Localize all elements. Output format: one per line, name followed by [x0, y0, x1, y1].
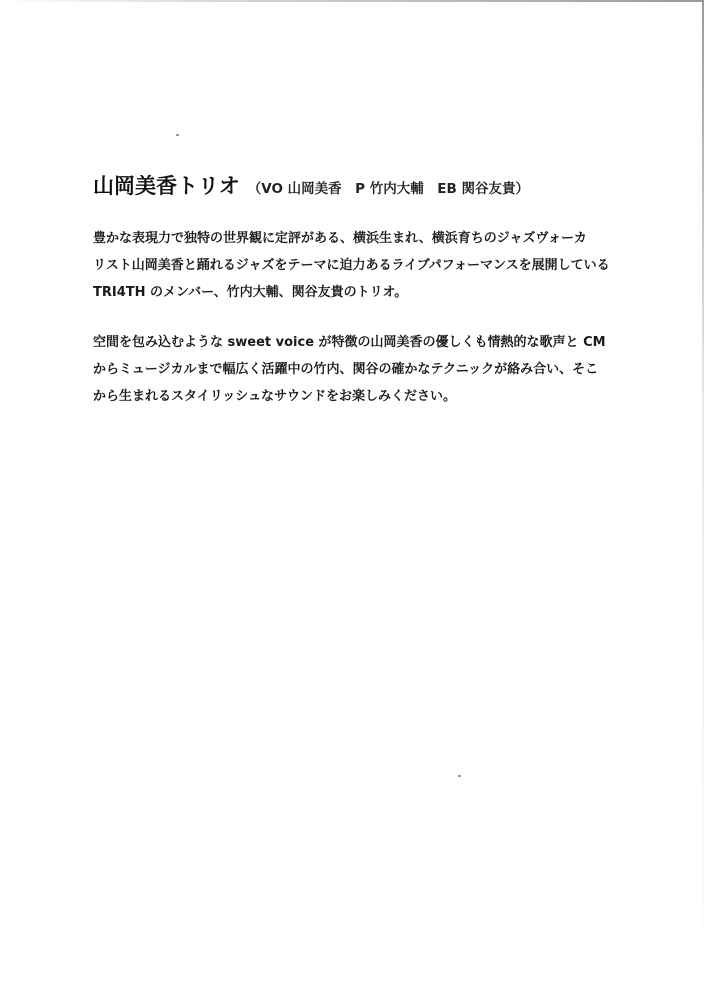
paragraph-line: から生まれるスタイリッシュなサウンドをお楽しみください。: [93, 389, 456, 404]
paragraph-intro: [93, 225, 613, 306]
heading: [93, 170, 529, 200]
paragraph-line: 空間を包み込むような sweet voice が特徴の山岡美香の優しくも情熱的な歌声と CM: [93, 335, 606, 350]
paragraph-line: リスト山岡美香と踊れるジャズをテーマに迫力あるライブパフォーマンスを展開している: [93, 258, 610, 273]
scan-edge-top: [0, 0, 704, 2]
paragraph-description: [93, 329, 613, 410]
paragraph-line: TRI4TH のメンバー、竹内大輔、関谷友貴のトリオ。: [93, 285, 408, 300]
paragraph-line: からミュージカルまで幅広く活躍中の竹内、関谷の確かなテクニックが絡み合い、そこ: [93, 362, 599, 377]
scan-speck: [458, 775, 461, 777]
scan-speck: [176, 134, 179, 136]
member-lineup: （VO 山岡美香 P 竹内大輔 EB 関谷友貴）: [247, 181, 529, 197]
paragraph-line: 豊かな表現力で独特の世界観に定評がある、横浜生まれ、横浜育ちのジャズヴォーカ: [93, 231, 587, 246]
page-title: 山岡美香トリオ: [93, 174, 240, 198]
